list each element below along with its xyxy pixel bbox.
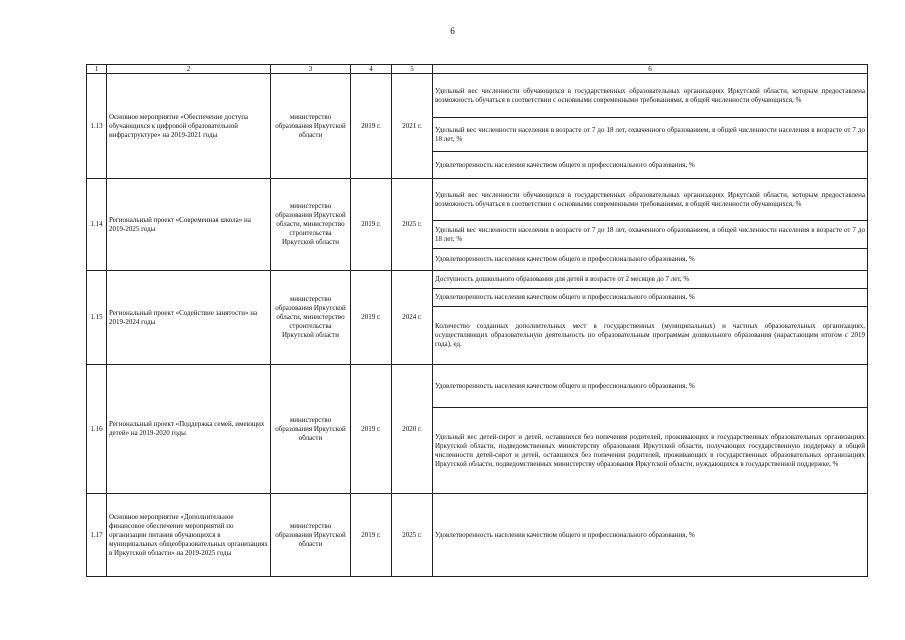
end-year: 2021 г. xyxy=(392,74,433,179)
activity-name: Региональный проект «Современная школа» на 2019-2025 годы xyxy=(107,179,271,271)
indicator: Удельный вес численности населения в возрасте от 7 до 18 лет, охваченного образованием, в общей численности населения в возрасте от 7 до 18 лет, % xyxy=(433,221,868,249)
executor: министерство образования Иркутской области xyxy=(271,74,351,179)
indicator: Удовлетворенность населения качеством общего и профессионального образования, % xyxy=(433,289,868,307)
end-year: 2025 г. xyxy=(392,494,433,577)
column-header: 1 xyxy=(87,65,107,74)
start-year: 2019 г. xyxy=(351,365,392,494)
indicator: Доступность дошкольного образования для детей в возрасте от 2 месяцев до 7 лет, % xyxy=(433,271,868,289)
indicator: Удельный вес детей-сирот и детей, оставшихся без попечения родителей, проживающих в государственных образовательных организациях Иркутской области, подведомственных министерству образования Иркутской области, получающих государственную поддержку в общей численности детей-сирот и детей, оставшихся без попечения родителей, проживающих в государственных образовательных организациях Иркутской области, подведомственных министерству образования Иркутской области, нуждающихся в государственной поддержке, % xyxy=(433,408,868,494)
column-header: 4 xyxy=(351,65,392,74)
table-row xyxy=(87,179,868,221)
column-header: 3 xyxy=(271,65,351,74)
indicator: Удельный вес численности населения в возрасте от 7 до 18 лет, охваченного образованием, в общей численности населения в возрасте от 7 до 18 лет, % xyxy=(433,118,868,152)
start-year: 2019 г. xyxy=(351,271,392,365)
start-year: 2019 г. xyxy=(351,179,392,271)
row-number: 1.16 xyxy=(87,365,107,494)
activity-name: Региональный проект «Поддержка семей, имеющих детей» на 2019-2020 годы xyxy=(107,365,271,494)
column-number-row xyxy=(87,65,868,74)
end-year: 2020 г. xyxy=(392,365,433,494)
program-activities-table xyxy=(86,64,868,577)
indicator: Удовлетворенность населения качеством общего и профессионального образования, % xyxy=(433,365,868,408)
end-year: 2024 г. xyxy=(392,271,433,365)
row-number: 1.15 xyxy=(87,271,107,365)
table-row xyxy=(87,74,868,118)
page-number: 6 xyxy=(450,26,455,36)
indicator: Количество созданных дополнительных мест в государственных (муниципальных) и частных образовательных организациях, осуществляющих образовательную деятельность по образовательным программам дошкольного образования (нарастающим итогом с 2019 года), ед. xyxy=(433,307,868,365)
column-header: 5 xyxy=(392,65,433,74)
indicator: Удельный вес численности обучающихся в государственных образовательных организациях Иркутской области, которым предоставлена возможность обучаться в соответствии с основными современными требованиями, в общей численности обучающихся, % xyxy=(433,74,868,118)
executor: министерство образования Иркутской области, министерство строительства Иркутской области xyxy=(271,271,351,365)
indicator: Удовлетворенность населения качеством общего и профессионального образования, % xyxy=(433,494,868,577)
executor: министерство образования Иркутской области xyxy=(271,494,351,577)
executor: министерство образования Иркутской области xyxy=(271,365,351,494)
table-row xyxy=(87,365,868,408)
column-header: 2 xyxy=(107,65,271,74)
row-number: 1.17 xyxy=(87,494,107,577)
indicator: Удовлетворенность населения качеством общего и профессионального образования, % xyxy=(433,152,868,179)
column-header: 6 xyxy=(433,65,868,74)
table-row xyxy=(87,494,868,577)
executor: министерство образования Иркутской области, министерство строительства Иркутской области xyxy=(271,179,351,271)
start-year: 2019 г. xyxy=(351,494,392,577)
row-number: 1.13 xyxy=(87,74,107,179)
table-row xyxy=(87,271,868,289)
row-number: 1.14 xyxy=(87,179,107,271)
start-year: 2019 г. xyxy=(351,74,392,179)
indicator: Удельный вес численности обучающихся в государственных образовательных организациях Иркутской области, которым предоставлена возможность обучаться в соответствии с основными современными требованиями, в общей численности обучающихся, % xyxy=(433,179,868,221)
activity-name: Основное мероприятие «Дополнительное финансовое обеспечение мероприятий по организации питания обучающихся в муниципальных общеобразовательных организациях в Иркутской области» на 2019-2025 годы xyxy=(107,494,271,577)
activity-name: Региональный проект «Содействие занятости» на 2019-2024 годы xyxy=(107,271,271,365)
end-year: 2025 г. xyxy=(392,179,433,271)
indicator: Удовлетворенность населения качеством общего и профессионального образования, % xyxy=(433,249,868,271)
activity-name: Основное мероприятие «Обеспечение доступа обучающихся к цифровой образовательной инфраструктуре» на 2019-2021 годы xyxy=(107,74,271,179)
